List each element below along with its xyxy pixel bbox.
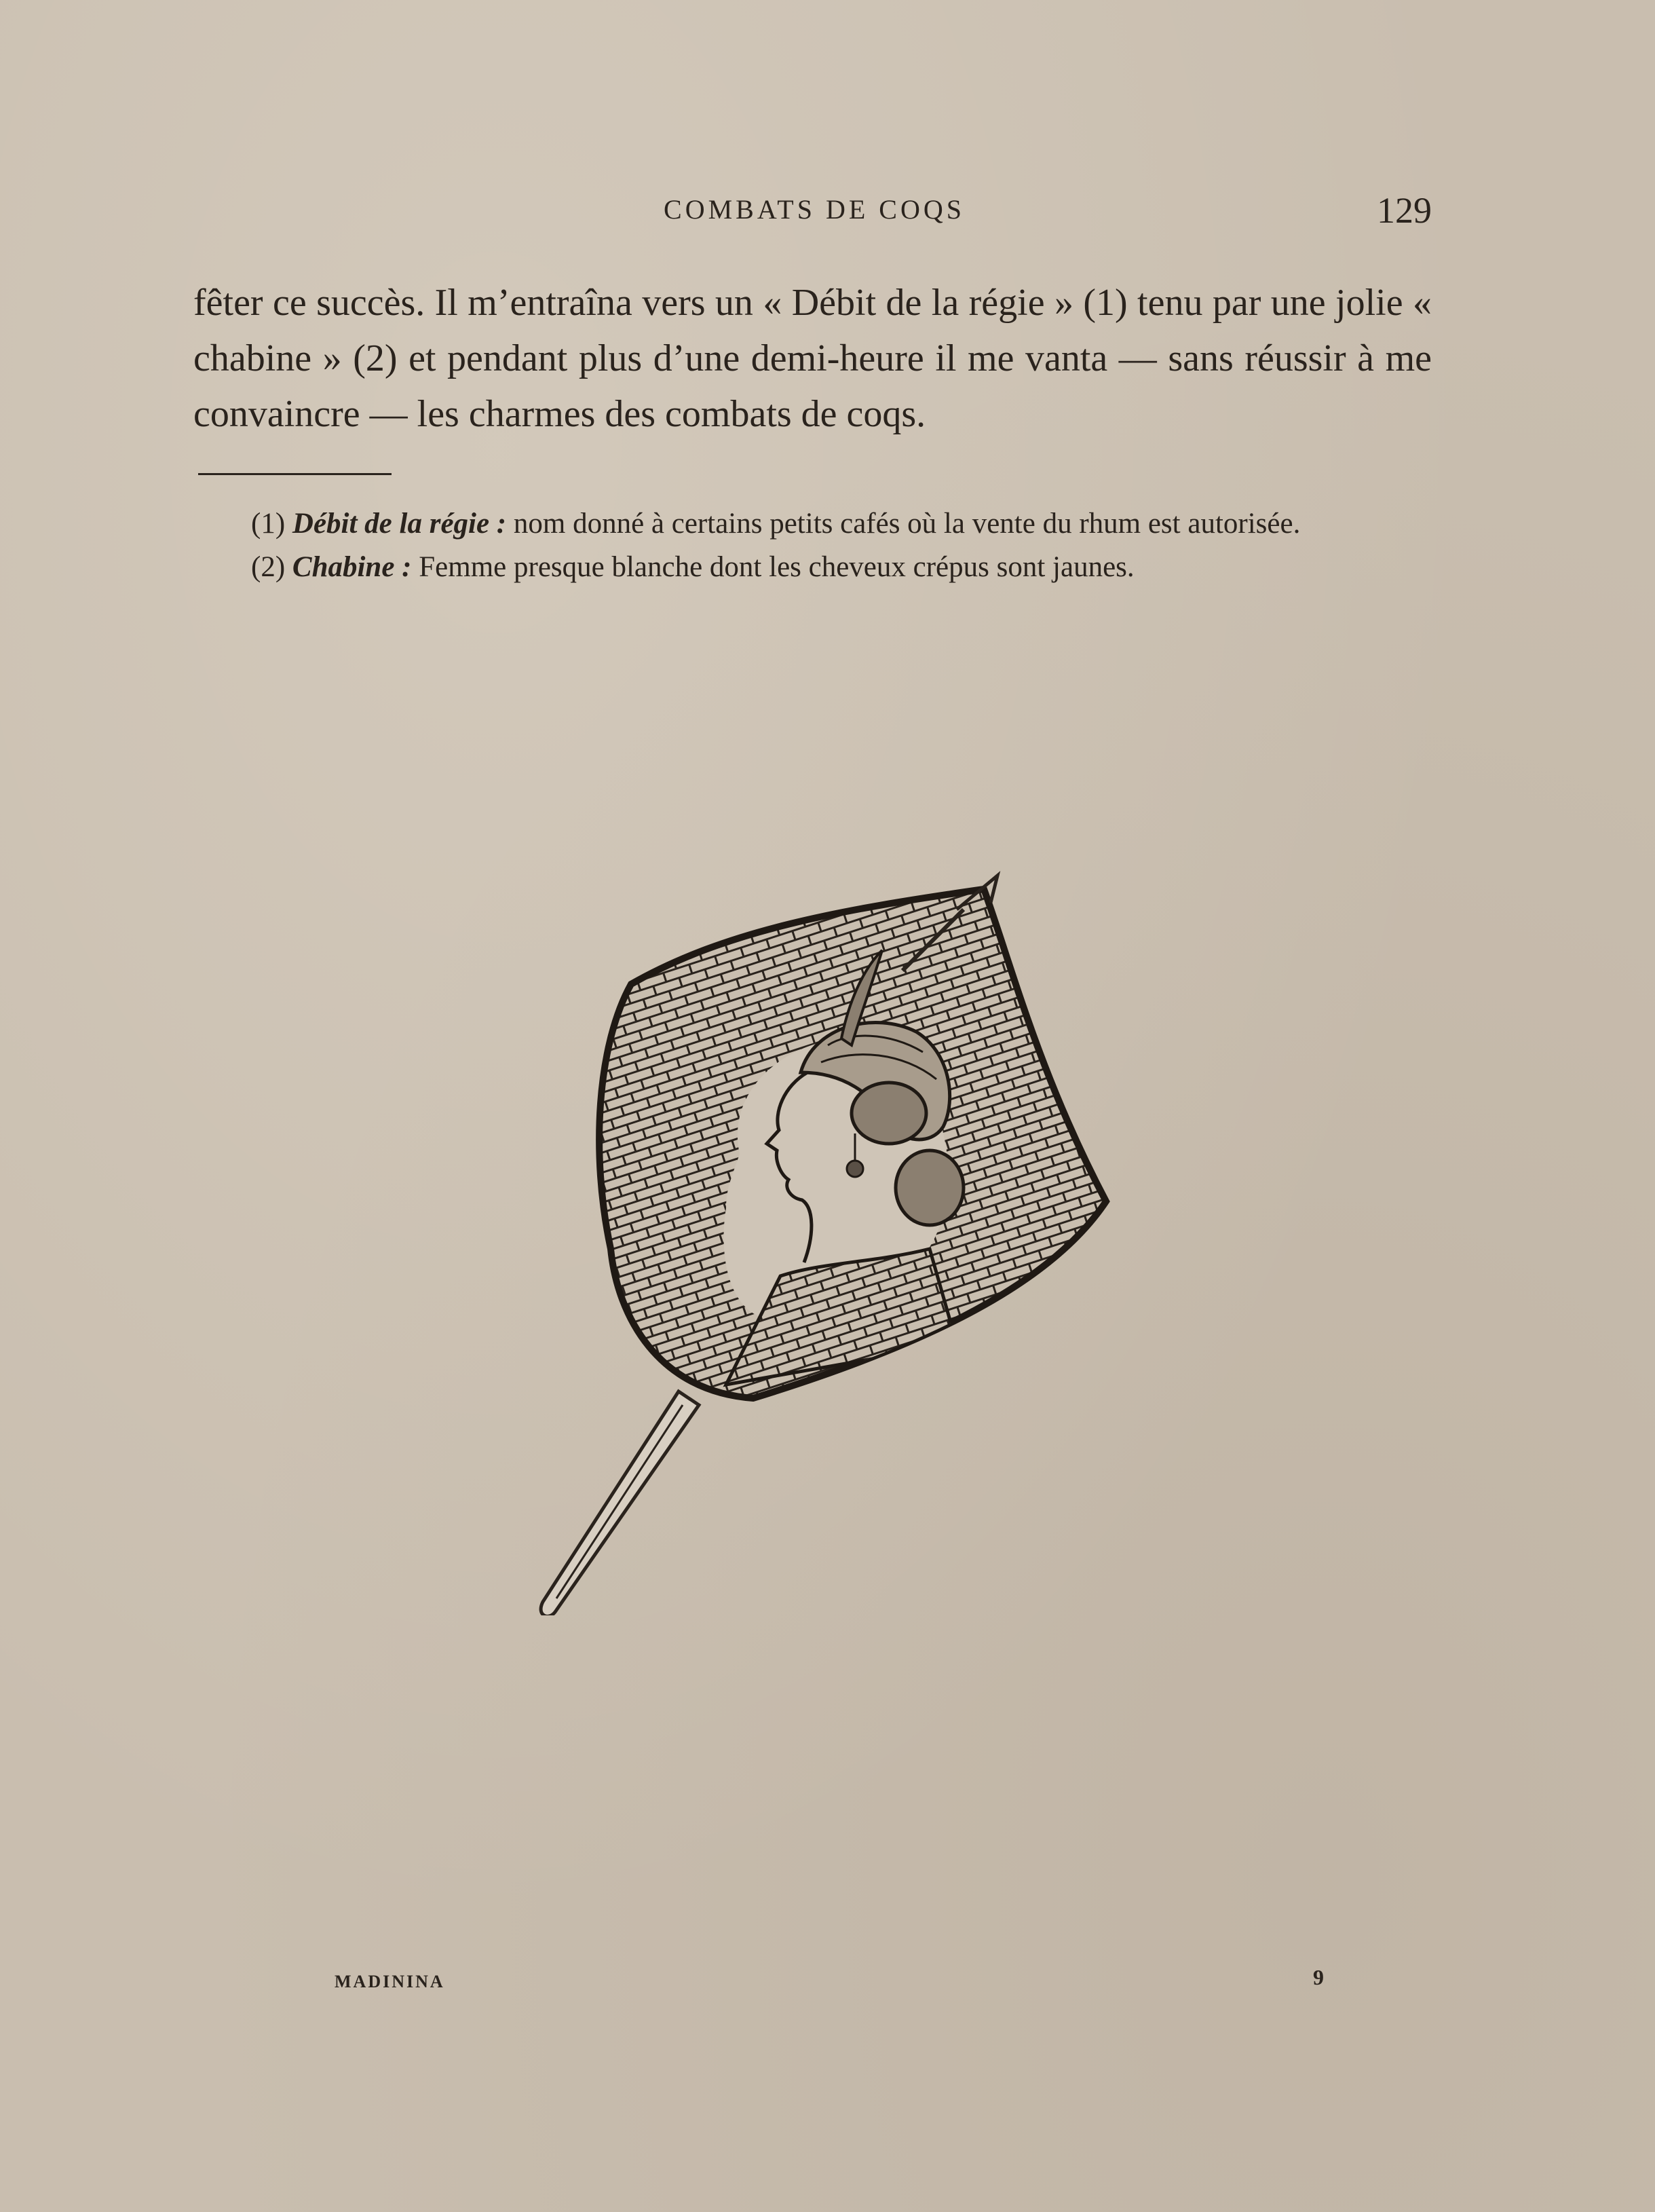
footnote-text: nom donné à certains petits cafés où la vente du rhum est autorisée. [513,508,1301,540]
footnote [193,546,1432,589]
footnote [193,502,1432,546]
footnote-number: (1) [251,508,286,540]
footnote-term: Chabine : [292,551,412,583]
footnote-number: (2) [251,551,286,583]
signature-mark: MADININA [335,1972,445,1991]
body-text [193,275,1432,442]
page-header [197,190,1432,234]
signature-number: 9 [1313,1965,1324,1989]
running-title: COMBATS DE COQS [664,194,965,225]
paragraph: fêter ce succès. Il m’entraîna vers un « Débit de la régie » (1) tenu par une jolie « chabine » (2) et pendant plus d’une demi-heure il me vanta — sans réussir à me convaincre — les charmes des combats de coqs. [193,282,1432,435]
footnote-term: Débit de la régie : [292,508,507,540]
page-number: 129 [1377,190,1432,231]
footnotes [193,502,1432,589]
footnote-text: Femme presque blanche dont les cheveux crépus sont jaunes. [419,551,1135,583]
footnote-rule [198,473,392,475]
woven-fan-with-woman-portrait-icon [522,869,1133,1615]
